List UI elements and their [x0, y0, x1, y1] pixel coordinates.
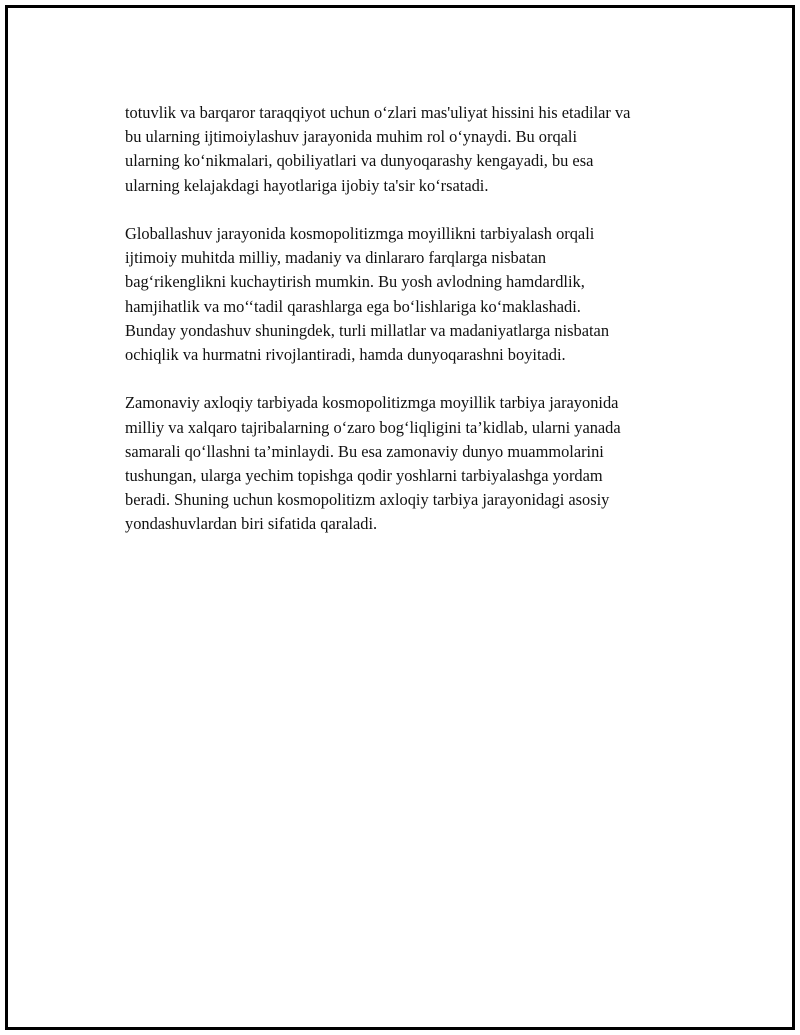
text-line: yondashuvlardan biri sifatida qaraladi.: [125, 514, 378, 534]
text-line: tushungan, ularga yechim topishga qodir yoshlarni tarbiyalashga yordam: [125, 466, 603, 486]
text-line: ijtimoiy muhitda milliy, madaniy va dinlararo farqlarga nisbatan: [125, 248, 547, 268]
text-line: Bunday yondashuv shuningdek, turli millatlar va madaniyatlarga nisbatan: [125, 320, 610, 340]
document-body: [125, 101, 705, 561]
text-line: ochiqlik va hurmatni rivojlantiradi, hamda dunyoqarashni boyitadi.: [125, 345, 566, 365]
text-line: ularning ko‘nikmalari, qobiliyatlari va dunyoqarashy kengayadi, bu esa: [125, 151, 594, 171]
text-line: totuvlik va barqaror taraqqiyot uchun o‘zlari mas'uliyat hissini his etadilar va: [125, 103, 631, 122]
text-line: beradi. Shuning uchun kosmopolitizm axloqiy tarbiya jarayonidagi asosiy: [125, 490, 610, 510]
paragraph-1: [125, 101, 705, 198]
paragraph-3: [125, 391, 705, 536]
text-line: Zamonaviy axloqiy tarbiyada kosmopolitizmga moyillik tarbiya jarayonida: [125, 393, 619, 413]
text-line: samarali qo‘llashni ta’minlaydi. Bu esa zamonaviy dunyo muammolarini: [125, 441, 604, 461]
text-line: bu ularning ijtimoiylashuv jarayonida muhim rol o‘ynaydi. Bu orqali: [125, 127, 578, 147]
page-frame: [5, 5, 795, 1030]
text-line: milliy va xalqaro tajribalarning o‘zaro bog‘liqligini ta’kidlab, ularni yanada: [125, 417, 621, 437]
text-line: Globallashuv jarayonida kosmopolitizmga moyillikni tarbiyalash orqali: [125, 224, 595, 243]
text-line: hamjihatlik va mo‘‘tadil qarashlarga ega bo‘lishlariga ko‘maklashadi.: [125, 296, 581, 316]
paragraph-2: [125, 222, 705, 367]
text-line: bag‘rikenglikni kuchaytirish mumkin. Bu yosh avlodning hamdardlik,: [125, 272, 585, 292]
text-line: ularning kelajakdagi hayotlariga ijobiy ta'sir ko‘rsatadi.: [125, 175, 489, 195]
